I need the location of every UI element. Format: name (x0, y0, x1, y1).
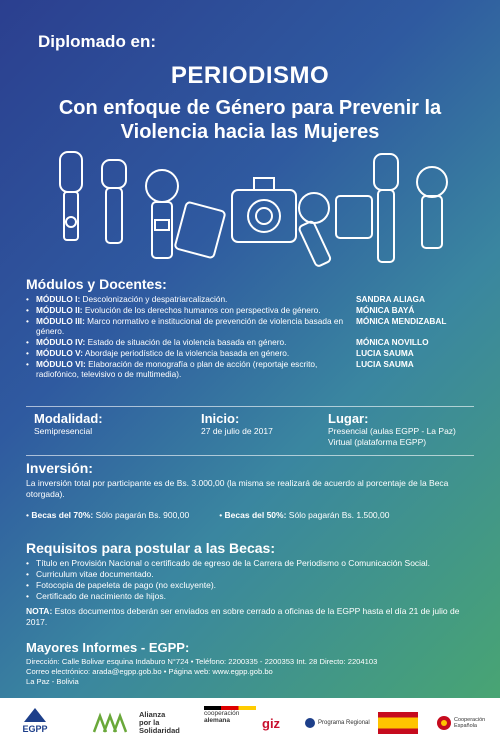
info-band (26, 406, 474, 456)
bullet: • (26, 580, 29, 590)
egpp-logo: EGPP (22, 706, 48, 740)
subtitle-line-2: Violencia hacia las Mujeres (120, 121, 380, 143)
microphone-icon (298, 193, 331, 267)
note-label: NOTA: (26, 606, 53, 616)
beca-50-text: Sólo pagarán Bs. 1.500,00 (286, 510, 390, 520)
subtitle (20, 96, 480, 144)
module-description (26, 348, 356, 358)
subtitle-line-1: Con enfoque de Género para Prevenir la (58, 97, 442, 119)
module-body: Marco normativo e institucional de prevención de violencia basada en género. (36, 316, 344, 336)
module-row (26, 359, 476, 379)
camera-icon (232, 178, 296, 242)
beca-50: • Becas del 50%: Sólo pagarán Bs. 1.500,00 (219, 510, 390, 520)
module-text (36, 359, 356, 379)
module-label: MÓDULO I: (36, 294, 81, 304)
alianza-emblem-icon (92, 712, 136, 734)
module-body: Evolución de los derechos humanos con perspectiva de género. (82, 305, 321, 315)
requirement-text: Fotocopia de papeleta de pago (no excluyente). (36, 580, 217, 590)
investment-heading: Inversión: (26, 460, 93, 476)
microphones-illustration (40, 150, 460, 270)
beca-70: • Becas del 70%: Sólo pagarán Bs. 900,00 (26, 510, 190, 520)
recorder-icon (336, 196, 372, 238)
module-teacher: MÓNICA NOVILLO (356, 337, 429, 347)
module-teacher: LUCIA SAUMA (356, 348, 414, 358)
module-description (26, 294, 356, 304)
module-text (36, 348, 289, 358)
spain-government-logo (378, 706, 418, 740)
egpp-emblem-icon (22, 706, 48, 724)
lugar-label: Lugar: (328, 411, 369, 426)
module-label: MÓDULO II: (36, 305, 83, 315)
module-teacher: SANDRA ALIAGA (356, 294, 425, 304)
requirements-heading: Requisitos para postular a las Becas: (26, 540, 275, 556)
microphone-icon (102, 160, 126, 243)
beca-70-label: Becas del 70%: (31, 510, 94, 520)
module-label: MÓDULO V: (36, 348, 84, 358)
modules-section (26, 276, 476, 380)
module-text (36, 305, 321, 315)
requirements-section (26, 540, 476, 628)
aecid-emblem-icon (436, 715, 452, 731)
page-title: PERIODISMO (170, 62, 330, 89)
module-row (26, 316, 476, 336)
module-body: Descolonización y despatriarcalización. (80, 294, 228, 304)
module-label: MÓDULO III: (36, 316, 85, 326)
bullet: • (26, 316, 29, 326)
module-text (36, 337, 286, 347)
contact-line-2: Correo electrónico: arada@egpp.gob.bo • Página web: www.egpp.gob.bo (26, 667, 273, 676)
module-row (26, 305, 476, 315)
requirements-list (26, 558, 476, 602)
bullet: • (26, 337, 29, 347)
lugar-value-2: Virtual (plataforma EGPP) (328, 437, 427, 447)
beca-50-label: Becas del 50%: (224, 510, 287, 520)
bullet: • (26, 294, 29, 304)
bullet: • (26, 569, 29, 579)
module-text (36, 316, 356, 336)
modules-list (26, 294, 476, 379)
investment-text: La inversión total por participante es de Bs. 3.000,00 (la misma se realizará de acuerdo al porcentaje de la Beca otorgada). (26, 478, 449, 499)
pretitle: Diplomado en: (38, 32, 157, 51)
module-row (26, 348, 476, 358)
spain-flag-icon (378, 712, 418, 734)
investment-section (26, 460, 476, 520)
alianza-logo: Alianza por la Solidaridad (92, 706, 180, 740)
module-row (26, 337, 476, 347)
requirement-item (26, 558, 476, 569)
becas-list (26, 510, 476, 520)
requirement-item (26, 569, 476, 580)
module-description (26, 316, 356, 336)
beca-70-text: Sólo pagarán Bs. 900,00 (93, 510, 190, 520)
bullet: • (26, 359, 29, 369)
contact-heading: Mayores Informes - EGPP: (26, 640, 190, 655)
inicio-label: Inicio: (201, 411, 240, 426)
module-text (36, 294, 227, 304)
module-description (26, 337, 356, 347)
programa-regional-logo: Programa Regional (304, 706, 370, 740)
note-text: Estos documentos deberán ser enviados en sobre cerrado a oficinas de la EGPP hasta el día 21 de julio de 2017. (26, 606, 460, 627)
module-teacher: MÓNICA MENDIZABAL (356, 316, 447, 326)
microphone-icon (146, 170, 178, 258)
module-description (26, 359, 356, 379)
modalidad-value: Semipresencial (34, 426, 93, 436)
module-body: Estado de situación de la violencia basada en género. (85, 337, 287, 347)
contact-line-3: La Paz - Bolivia (26, 677, 79, 686)
bullet: • (26, 305, 29, 315)
requirement-text: Certificado de nacimiento de hijos. (36, 591, 166, 601)
cooperacion-espanola-logo: Cooperación Española (436, 706, 484, 740)
module-body: Abordaje periodístico de la violencia basada en género. (83, 348, 290, 358)
requirement-item (26, 580, 476, 591)
module-row (26, 294, 476, 304)
modalidad-label: Modalidad: (34, 411, 103, 426)
module-label: MÓDULO IV: (36, 337, 86, 347)
modalidad (34, 411, 103, 437)
bullet: • (26, 558, 29, 568)
microphone-icon (374, 154, 398, 262)
module-label: MÓDULO VI: (36, 359, 86, 369)
giz-logo: giz (262, 715, 281, 731)
requirement-text: Título en Provisión Nacional o certificado de egreso de la Carrera de Periodismo o Comunicación Social. (36, 558, 431, 568)
sponsor-logos (0, 698, 500, 749)
bullet: • (26, 591, 29, 601)
lugar-value-1: Presencial (aulas EGPP - La Paz) (328, 426, 456, 436)
module-body: Elaboración de monografía o plan de acción (reportaje escrito, radiofónico, televisivo o de multimedia). (36, 359, 318, 379)
requirement-text: Curriculum vitae documentado. (36, 569, 154, 579)
note (26, 606, 476, 628)
microphone-icon (60, 152, 82, 240)
modules-heading: Módulos y Docentes: (26, 276, 167, 292)
program-emblem-icon (304, 717, 316, 729)
microphone-icon (417, 167, 447, 248)
header (0, 0, 500, 160)
cooperacion-alemana-logo: cooperación alemana (204, 706, 256, 740)
module-description (26, 305, 356, 315)
recorder-icon (174, 202, 225, 259)
bullet: • (26, 348, 29, 358)
lugar (328, 411, 456, 448)
inicio-value: 27 de julio de 2017 (201, 426, 273, 436)
inicio (201, 411, 273, 437)
module-teacher: MÓNICA BAYÁ (356, 305, 415, 315)
contact-line-1: Dirección: Calle Bolivar esquina Indaburo N°724 • Teléfono: 2200335 - 2200353 Int. 28 Directo: 2204103 (26, 657, 378, 666)
contact-section (26, 640, 476, 687)
requirement-item (26, 591, 476, 602)
module-teacher: LUCIA SAUMA (356, 359, 414, 369)
